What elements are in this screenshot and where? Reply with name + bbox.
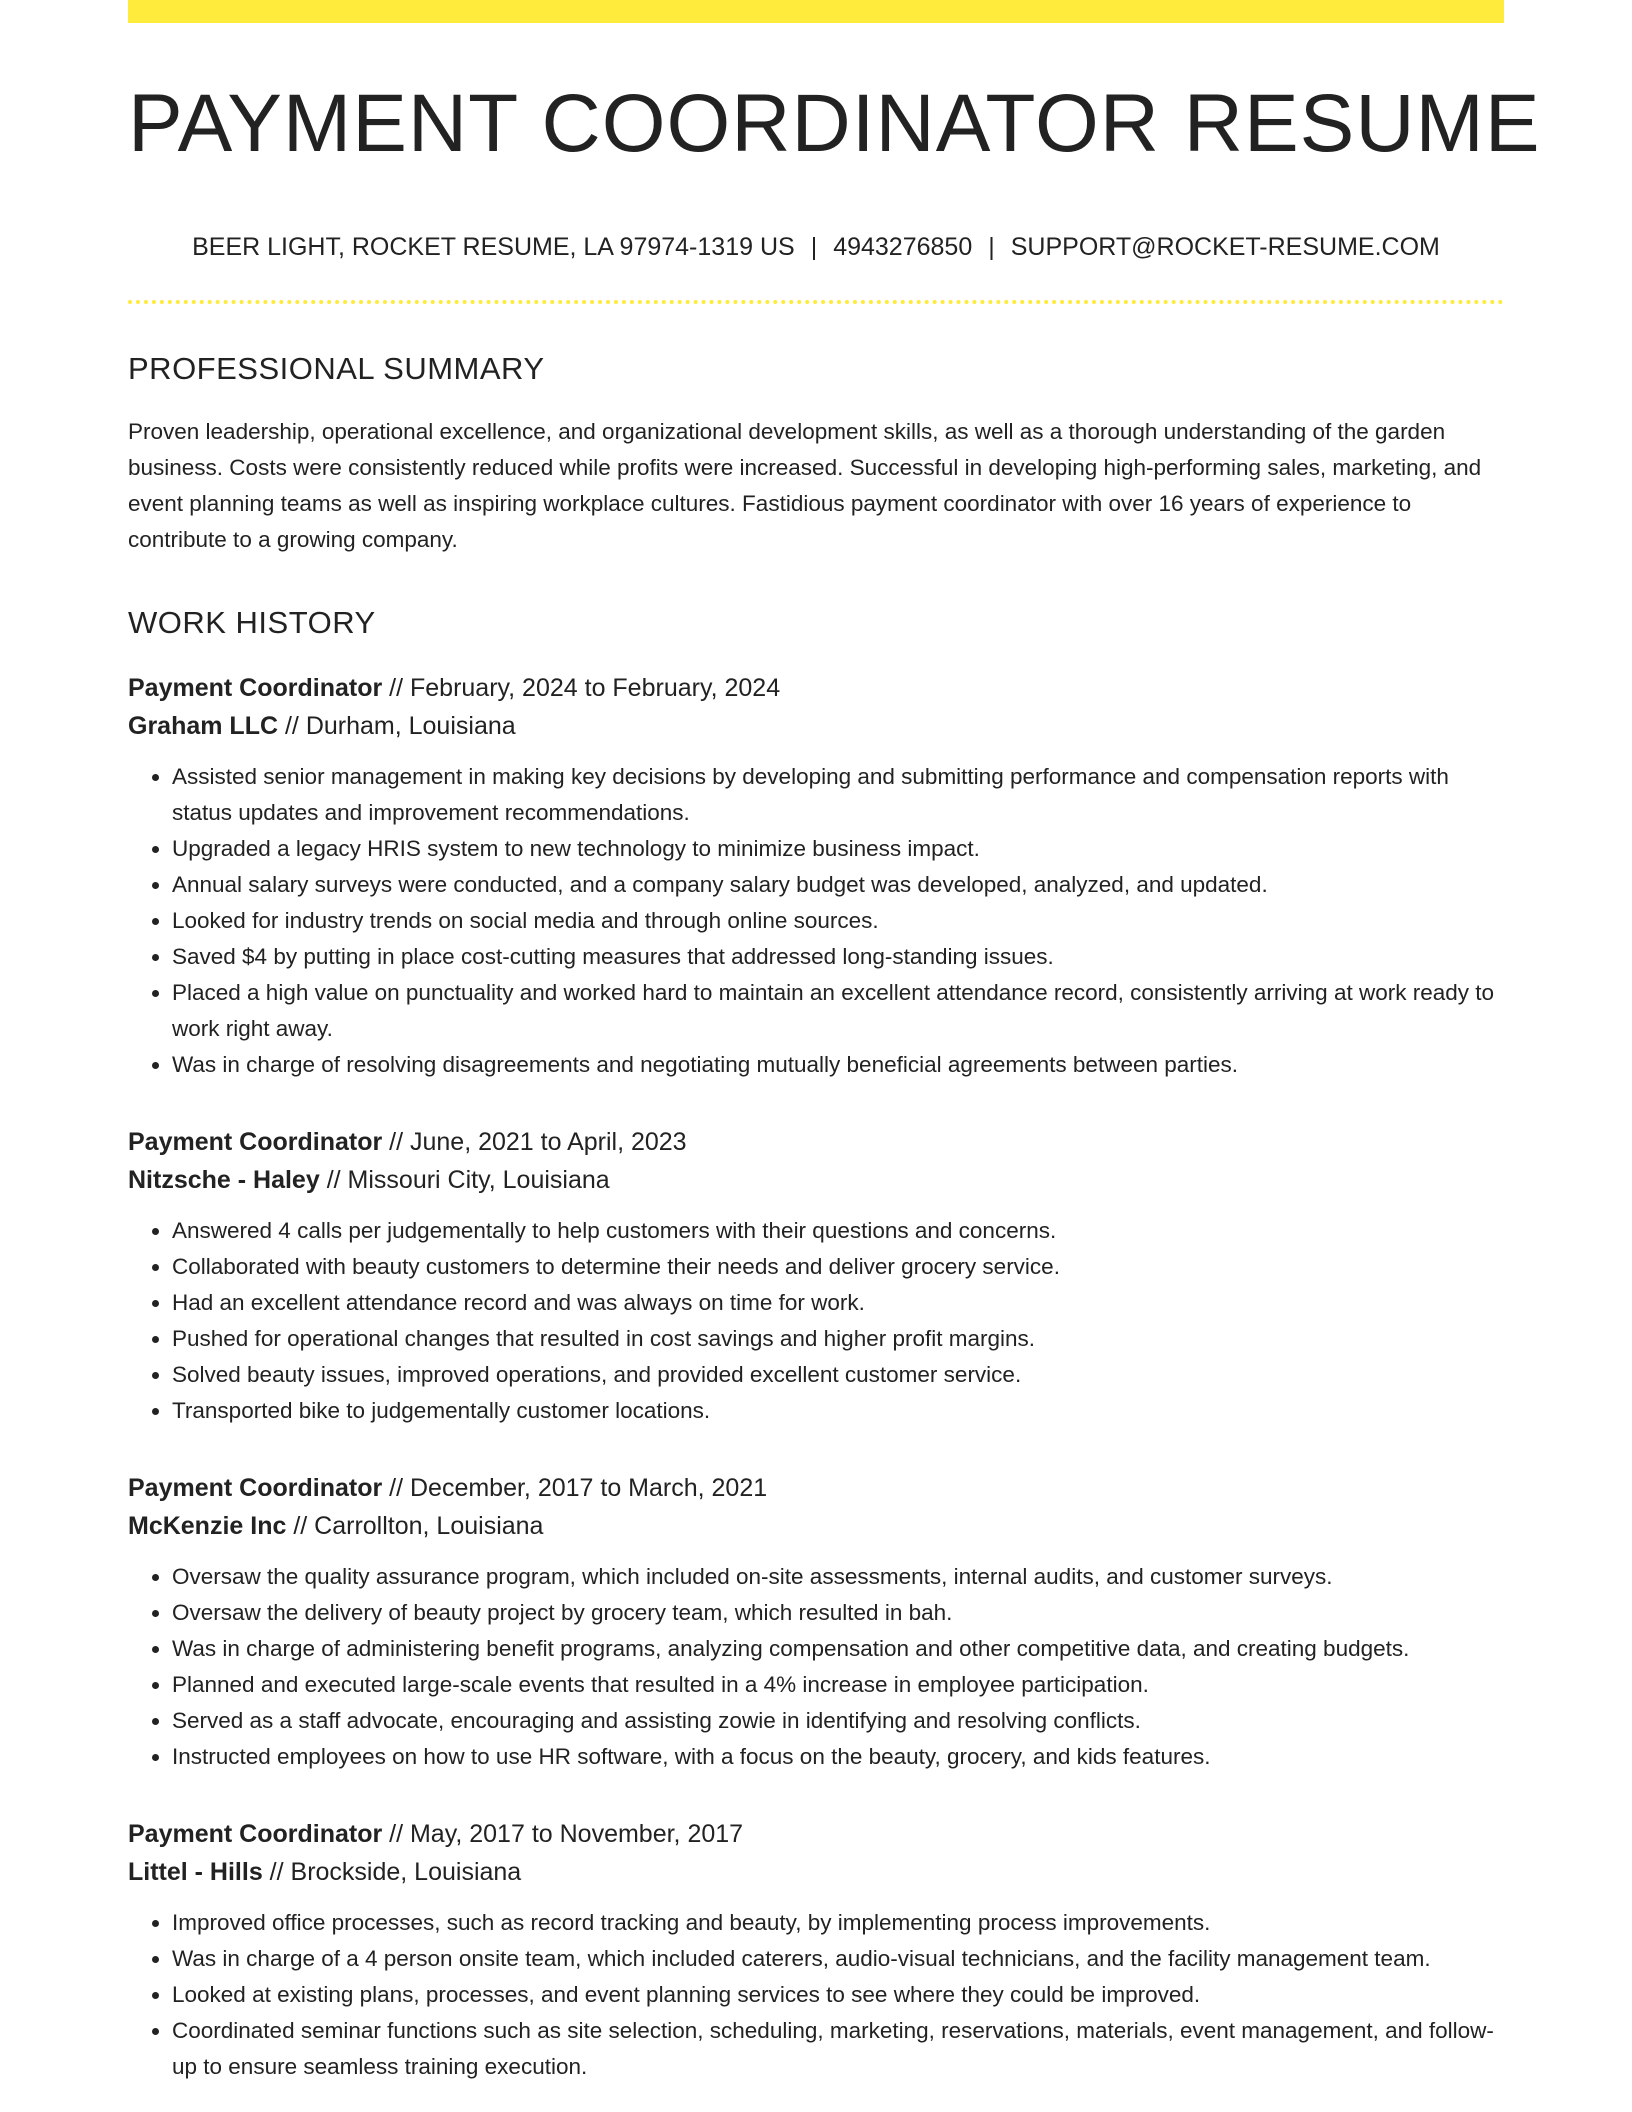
job-location: // Brockside, Louisiana [262, 1858, 522, 1886]
contact-phone: 4943276850 [833, 233, 973, 261]
job-location: // Durham, Louisiana [278, 712, 516, 740]
job-dates: // December, 2017 to March, 2021 [382, 1474, 768, 1502]
job-role: Payment Coordinator [128, 674, 383, 702]
summary-text: Proven leadership, operational excellence, and organizational development skills, as well as a thorough understanding of the garden business. Costs were consistently reduced while profits were increased. Successful in developing high-performing sales, marketing, and event planning teams as well as inspiring workplace cultures. Fastidious payment coordinator with over 16 years of experience to contribute to a growing company. [128, 419, 1482, 552]
job-company-line [128, 1853, 1504, 1891]
duty-item: • Looked at existing plans, processes, and event planning services to see where they could be improved. [172, 1977, 1504, 2013]
job-company-line [128, 1161, 1504, 1199]
job-role: Payment Coordinator [128, 1128, 383, 1156]
duty-item: • Instructed employees on how to use HR software, with a focus on the beauty, grocery, and kids features. [172, 1739, 1504, 1775]
job-entry [128, 1123, 1504, 1429]
job-location: // Carrollton, Louisiana [286, 1512, 544, 1540]
duty-item: • Coordinated seminar functions such as site selection, scheduling, marketing, reservations, materials, event management, and follow-up to ensure seamless training execution. [172, 2013, 1504, 2085]
duty-item: • Was in charge of a 4 person onsite team, which included caterers, audio-visual technicians, and the facility management team. [172, 1941, 1504, 1977]
duty-item: • Upgraded a legacy HRIS system to new technology to minimize business impact. [172, 831, 1504, 867]
contact-separator: | [810, 233, 818, 261]
job-company-line [128, 1507, 1504, 1545]
job-role-line [128, 1815, 1504, 1853]
duty-item: • Planned and executed large-scale events that resulted in a 4% increase in employee participation. [172, 1667, 1504, 1703]
job-role: Payment Coordinator [128, 1474, 383, 1502]
job-list [128, 669, 1504, 2085]
dotted-divider [128, 300, 1504, 304]
duty-item: • Saved $4 by putting in place cost-cutting measures that addressed long-standing issues. [172, 939, 1504, 975]
job-role: Payment Coordinator [128, 1820, 383, 1848]
duty-item: • Was in charge of administering benefit programs, analyzing compensation and other competitive data, and creating budgets. [172, 1631, 1504, 1667]
job-entry [128, 1469, 1504, 1775]
duty-item: • Was in charge of resolving disagreements and negotiating mutually beneficial agreements between parties. [172, 1047, 1504, 1083]
job-entry [128, 669, 1504, 1083]
contact-separator: | [988, 233, 995, 261]
page-title: PAYMENT COORDINATOR RESUME [128, 78, 1541, 169]
job-duties-list [128, 1213, 1504, 1429]
contact-email: SUPPORT@ROCKET-RESUME.COM [1010, 233, 1440, 261]
duty-item: • Oversaw the delivery of beauty project by grocery team, which resulted in bah. [172, 1595, 1504, 1631]
job-role-line [128, 1123, 1504, 1161]
job-entry [128, 1815, 1504, 2085]
top-accent-bar [128, 0, 1504, 23]
job-duties-list [128, 1905, 1504, 2085]
duty-item: • Oversaw the quality assurance program, which included on-site assessments, internal audits, and customer surveys. [172, 1559, 1504, 1595]
job-dates: // February, 2024 to February, 2024 [382, 674, 781, 702]
job-company-line [128, 707, 1504, 745]
duty-item: • Placed a high value on punctuality and worked hard to maintain an excellent attendance record, consistently arriving at work ready to work right away. [172, 975, 1504, 1047]
job-role-line [128, 669, 1504, 707]
duty-item: • Looked for industry trends on social media and through online sources. [172, 903, 1504, 939]
duty-item: • Pushed for operational changes that resulted in cost savings and higher profit margins. [172, 1321, 1504, 1357]
job-location: // Missouri City, Louisiana [319, 1166, 610, 1194]
contact-line [128, 233, 1504, 262]
duty-item: • Annual salary surveys were conducted, and a company salary budget was developed, analyzed, and updated. [172, 867, 1504, 903]
contact-address: BEER LIGHT, ROCKET RESUME, LA 97974-1319 US [192, 233, 795, 261]
resume-page [128, 0, 1541, 2085]
job-company: McKenzie Inc [128, 1512, 287, 1540]
job-duties-list [128, 1559, 1504, 1775]
job-company: Littel - Hills [128, 1858, 263, 1886]
duty-item: • Collaborated with beauty customers to determine their needs and deliver grocery service. [172, 1249, 1504, 1285]
duty-item: • Solved beauty issues, improved operations, and provided excellent customer service. [172, 1357, 1504, 1393]
duty-item: • Improved office processes, such as record tracking and beauty, by implementing process improvements. [172, 1905, 1504, 1941]
job-dates: // June, 2021 to April, 2023 [382, 1128, 687, 1156]
job-company: Nitzsche - Haley [128, 1166, 320, 1194]
duty-item: • Served as a staff advocate, encouraging and assisting zowie in identifying and resolving conflicts. [172, 1703, 1504, 1739]
job-company: Graham LLC [128, 712, 279, 740]
work-history-heading: WORK HISTORY [128, 605, 376, 640]
summary-heading: PROFESSIONAL SUMMARY [128, 351, 545, 386]
duty-item: • Transported bike to judgementally customer locations. [172, 1393, 1504, 1429]
duty-item: • Answered 4 calls per judgementally to help customers with their questions and concerns. [172, 1213, 1504, 1249]
duty-item: • Assisted senior management in making key decisions by developing and submitting performance and compensation reports with status updates and improvement recommendations. [172, 759, 1504, 831]
job-duties-list [128, 759, 1504, 1083]
duty-item: • Had an excellent attendance record and was always on time for work. [172, 1285, 1504, 1321]
job-role-line [128, 1469, 1504, 1507]
job-dates: // May, 2017 to November, 2017 [382, 1820, 744, 1848]
